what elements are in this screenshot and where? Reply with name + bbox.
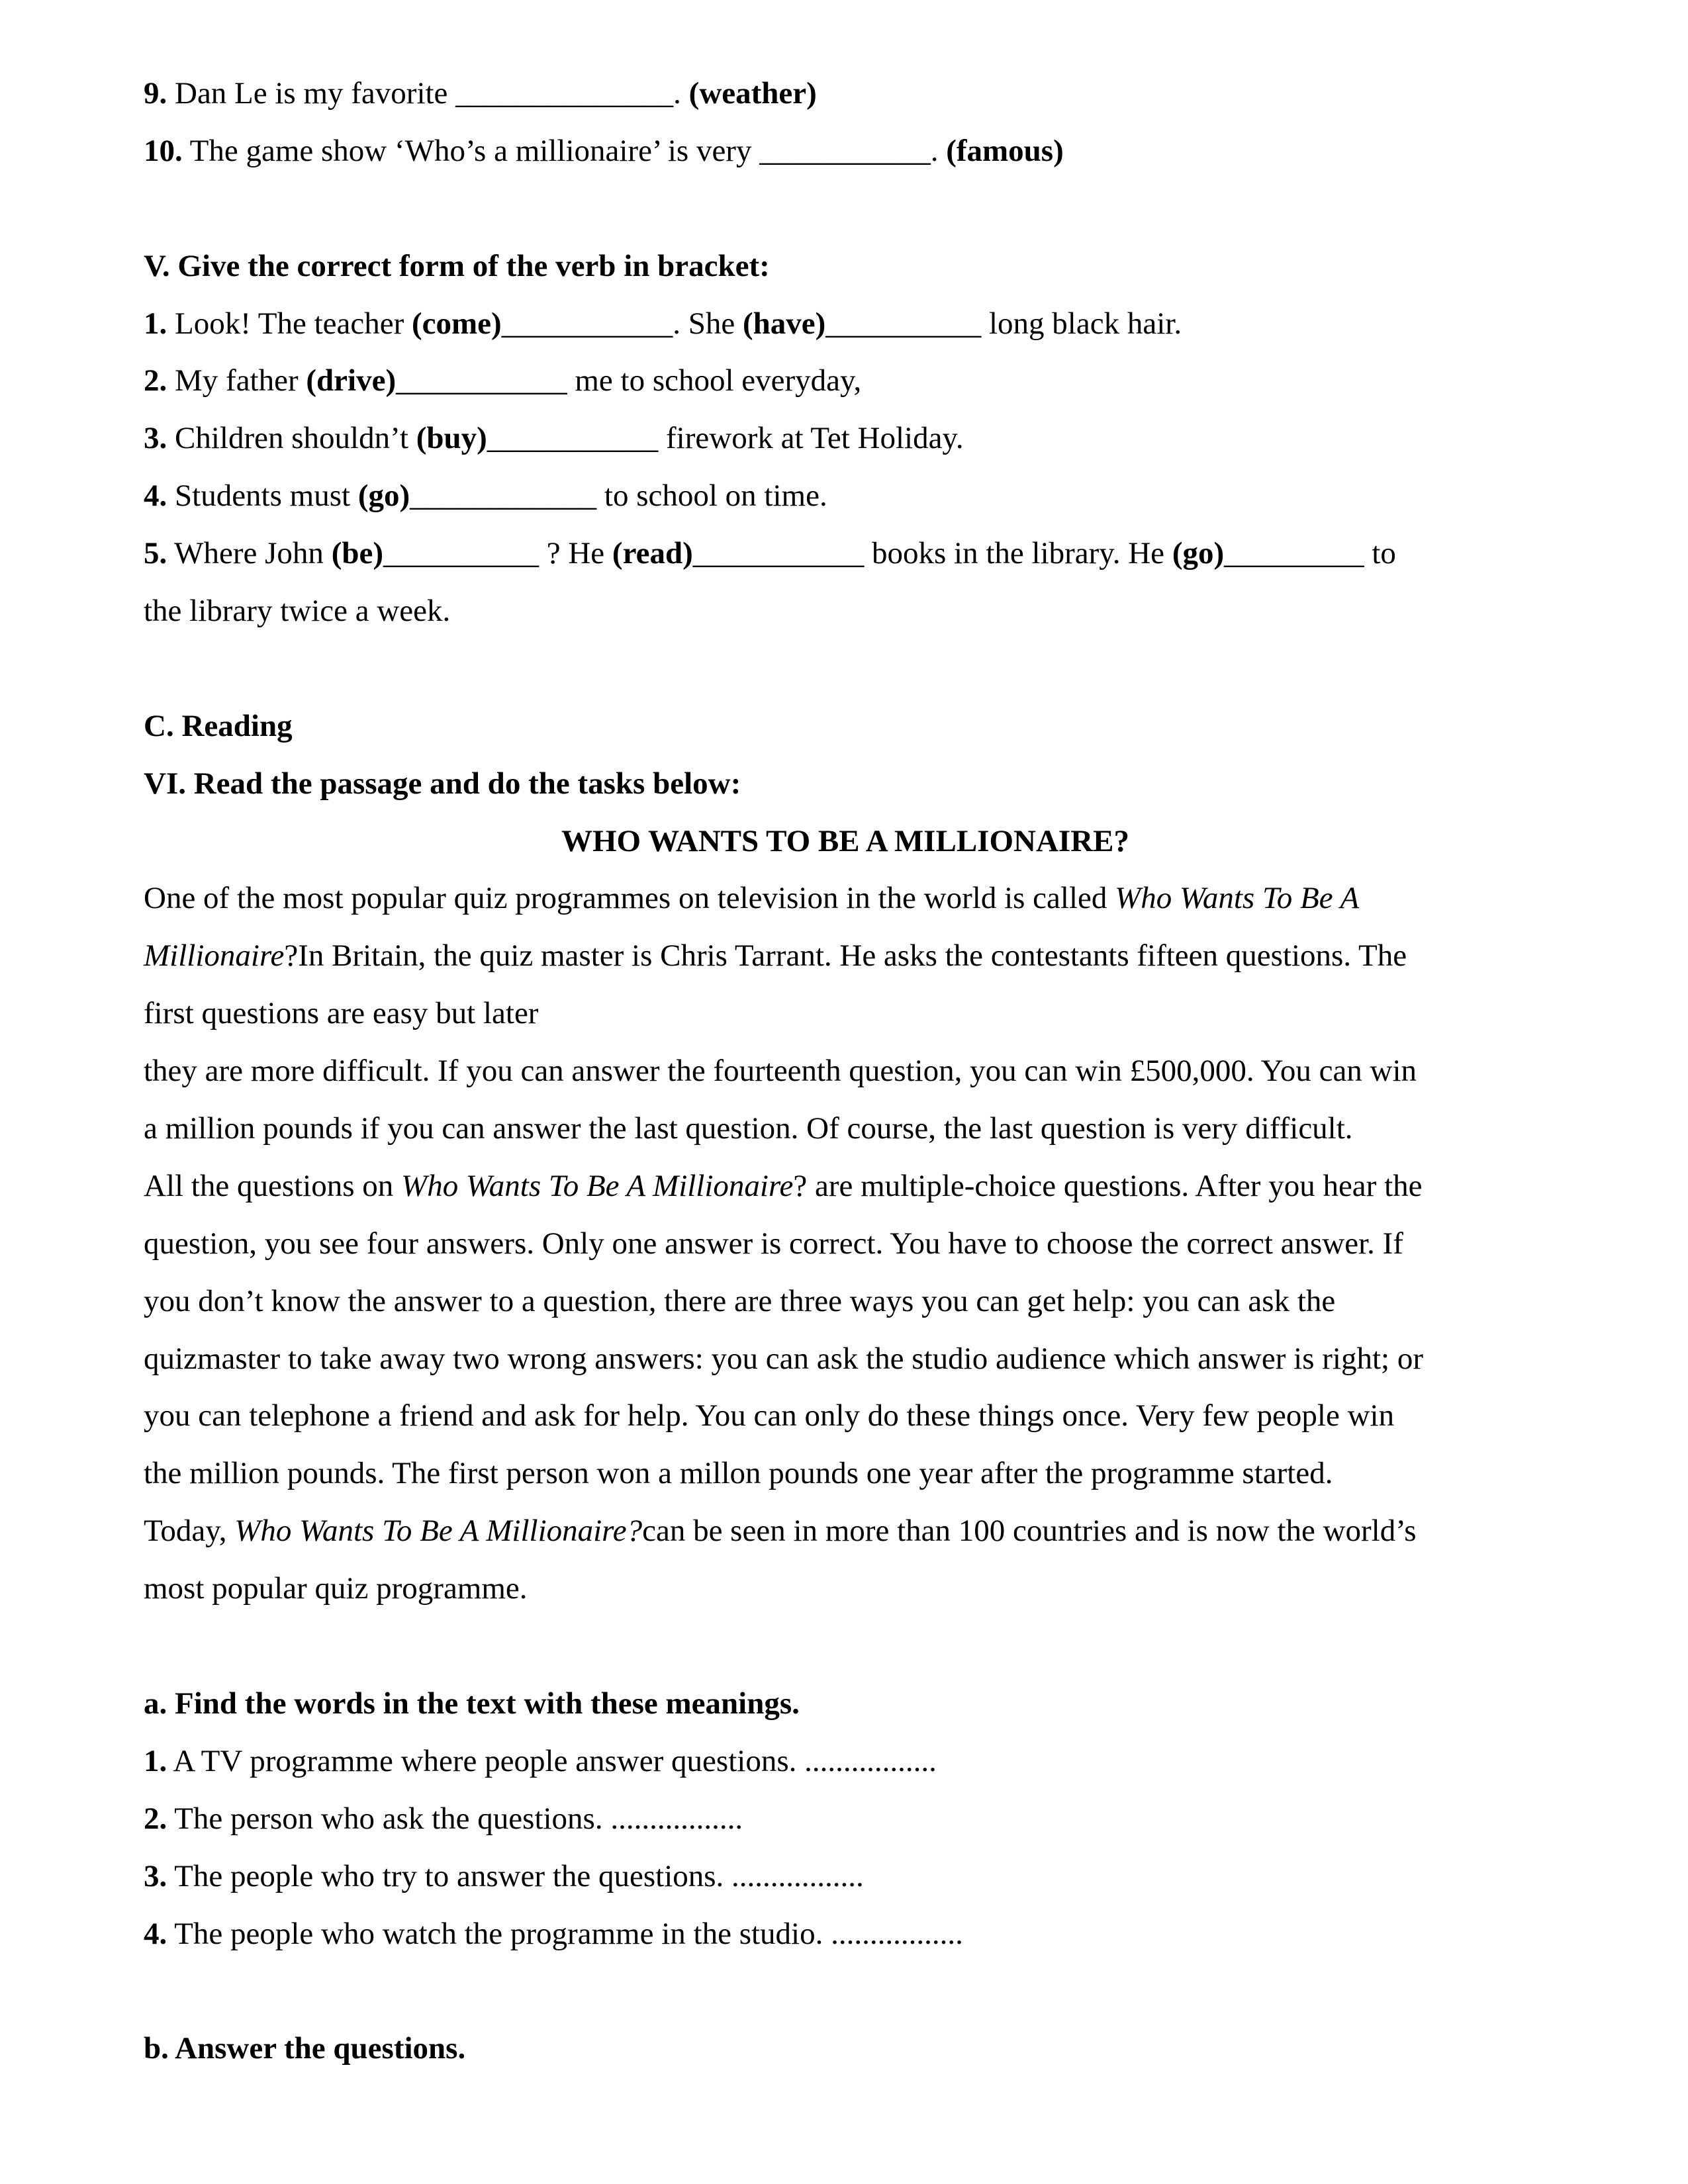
bold-text: VI. Read the passage and do the tasks below: bbox=[144, 766, 741, 801]
task-a-item-2 bbox=[144, 1790, 1547, 1848]
exercise-v-item-4 bbox=[144, 467, 1547, 525]
text: you can telephone a friend and ask for help. You can only do these things once. Very few people win bbox=[144, 1398, 1395, 1433]
bold-text: b. Answer the questions. bbox=[144, 2031, 466, 2066]
bold-text: 4. bbox=[144, 478, 167, 514]
italic-text: Who Wants To Be A bbox=[1115, 881, 1360, 916]
text: Students must bbox=[167, 478, 358, 514]
text: ___________ firework at Tet Holiday. bbox=[487, 421, 964, 456]
passage-line bbox=[144, 1560, 1547, 1617]
text: The game show ‘Who’s a millionaire’ is very ___________. bbox=[182, 133, 947, 168]
text: question, you see four answers. Only one answer is correct. You have to choose the correct answer. If bbox=[144, 1226, 1403, 1261]
blank-line bbox=[144, 1617, 1547, 1675]
task-a-item-1 bbox=[144, 1733, 1547, 1790]
text: All the questions on bbox=[144, 1168, 402, 1203]
bold-text: 4. bbox=[144, 1916, 167, 1951]
worksheet-page bbox=[144, 65, 1547, 2077]
blank-line bbox=[144, 1962, 1547, 2020]
text: the library twice a week. bbox=[144, 594, 451, 629]
exercise-iv-item-10 bbox=[144, 122, 1547, 180]
bold-text: 5. bbox=[144, 536, 167, 571]
text: the million pounds. The first person won a millon pounds one year after the programme started. bbox=[144, 1456, 1333, 1491]
bold-text: (go) bbox=[1172, 536, 1225, 571]
bold-text: (famous) bbox=[946, 133, 1064, 168]
text: _________ to bbox=[1224, 536, 1396, 571]
text: ____________ to school on time. bbox=[410, 478, 827, 514]
text: Look! The teacher bbox=[167, 306, 412, 341]
text: __________ ? He bbox=[383, 536, 612, 571]
text: ___________ me to school everyday, bbox=[396, 363, 862, 398]
passage-line bbox=[144, 1100, 1547, 1158]
bold-text: 3. bbox=[144, 1858, 167, 1893]
text: a million pounds if you can answer the last question. Of course, the last question is very difficult. bbox=[144, 1111, 1353, 1146]
exercise-v-item-5-cont bbox=[144, 582, 1547, 640]
text: The people who try to answer the questions. ................. bbox=[167, 1858, 864, 1893]
text: ?In Britain, the quiz master is Chris Tarrant. He asks the contestants fifteen questions. The bbox=[284, 938, 1407, 974]
task-a-item-3 bbox=[144, 1848, 1547, 1905]
passage-line bbox=[144, 927, 1547, 985]
blank-line bbox=[144, 180, 1547, 238]
bold-text: C. Reading bbox=[144, 708, 293, 743]
text: you don’t know the answer to a question, there are three ways you can get help: you can ask the bbox=[144, 1283, 1336, 1318]
bold-text: (read) bbox=[612, 536, 693, 571]
bold-text: (go) bbox=[357, 478, 410, 514]
italic-text: Who Wants To Be A Millionaire bbox=[401, 1168, 794, 1203]
bold-text: (have) bbox=[742, 306, 826, 341]
text: Where John bbox=[167, 536, 332, 571]
text: quizmaster to take away two wrong answers: you can ask the studio audience which answer is right; or bbox=[144, 1341, 1423, 1376]
bold-text: 2. bbox=[144, 363, 167, 398]
task-a-item-4 bbox=[144, 1905, 1547, 1963]
italic-text: Who Wants To Be A Millionaire? bbox=[234, 1514, 643, 1549]
text: can be seen in more than 100 countries and is now the world’s bbox=[642, 1514, 1417, 1549]
task-a-heading bbox=[144, 1675, 1547, 1733]
bold-text: 1. bbox=[144, 1743, 167, 1778]
passage-line bbox=[144, 1445, 1547, 1502]
passage-title bbox=[144, 813, 1547, 870]
bold-text: 10. bbox=[144, 133, 183, 168]
text: Today, bbox=[144, 1514, 235, 1549]
text: One of the most popular quiz programmes on television in the world is called bbox=[144, 881, 1115, 916]
bold-text: V. Give the correct form of the verb in bracket: bbox=[144, 248, 770, 283]
exercise-v-item-2 bbox=[144, 352, 1547, 410]
bold-text: (buy) bbox=[416, 421, 487, 456]
text: My father bbox=[167, 363, 306, 398]
section-c-heading bbox=[144, 698, 1547, 755]
text: ___________. She bbox=[501, 306, 743, 341]
bold-text: 9. bbox=[144, 76, 167, 111]
text: Dan Le is my favorite ______________. bbox=[167, 76, 689, 111]
passage-line bbox=[144, 1042, 1547, 1100]
section-v-heading bbox=[144, 238, 1547, 295]
passage-line bbox=[144, 1330, 1547, 1388]
text: ___________ books in the library. He bbox=[692, 536, 1172, 571]
text: A TV programme where people answer questions. ................. bbox=[167, 1743, 937, 1778]
text: they are more difficult. If you can answer the fourteenth question, you can win £500,000. You can win bbox=[144, 1054, 1417, 1089]
text: The person who ask the questions. ................. bbox=[167, 1801, 743, 1836]
passage-line bbox=[144, 1387, 1547, 1445]
bold-text: (weather) bbox=[688, 76, 817, 111]
text: first questions are easy but later bbox=[144, 996, 539, 1031]
bold-text: a. Find the words in the text with these meanings. bbox=[144, 1686, 800, 1721]
bold-text: (drive) bbox=[306, 363, 397, 398]
passage-line bbox=[144, 1502, 1547, 1560]
exercise-v-item-5 bbox=[144, 525, 1547, 582]
passage-line bbox=[144, 870, 1547, 927]
exercise-v-item-3 bbox=[144, 410, 1547, 467]
bold-text: 2. bbox=[144, 1801, 167, 1836]
task-b-heading bbox=[144, 2020, 1547, 2077]
blank-line bbox=[144, 640, 1547, 698]
bold-text: 3. bbox=[144, 421, 167, 456]
passage-line bbox=[144, 985, 1547, 1042]
text: Children shouldn’t bbox=[167, 421, 416, 456]
section-vi-heading bbox=[144, 755, 1547, 813]
passage-line bbox=[144, 1158, 1547, 1215]
bold-text: WHO WANTS TO BE A MILLIONAIRE? bbox=[561, 823, 1129, 858]
passage-line bbox=[144, 1215, 1547, 1273]
bold-text: 1. bbox=[144, 306, 167, 341]
italic-text: Millionaire bbox=[144, 938, 285, 974]
bold-text: (come) bbox=[412, 306, 502, 341]
text: most popular quiz programme. bbox=[144, 1571, 528, 1606]
bold-text: (be) bbox=[331, 536, 383, 571]
exercise-iv-item-9 bbox=[144, 65, 1547, 122]
text: The people who watch the programme in the studio. ................. bbox=[167, 1916, 963, 1951]
exercise-v-item-1 bbox=[144, 295, 1547, 353]
text: ? are multiple-choice questions. After you hear the bbox=[793, 1168, 1423, 1203]
text: __________ long black hair. bbox=[825, 306, 1182, 341]
passage-line bbox=[144, 1273, 1547, 1330]
